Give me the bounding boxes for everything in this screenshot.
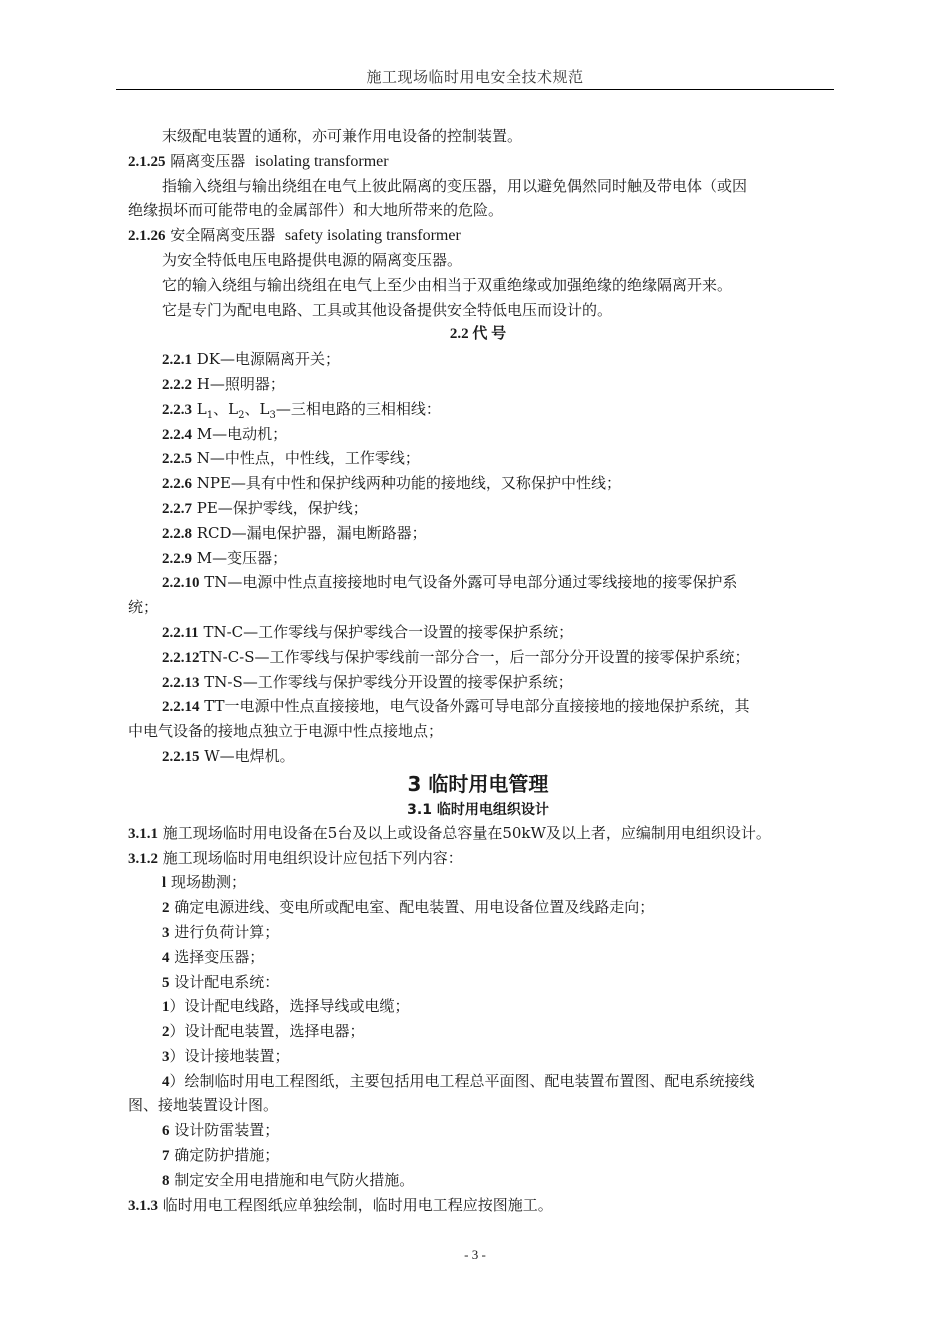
- code-line: 2.2.14 TT一电源中性点直接接地，电气设备外露可导电部分直接接地的接地保护系统，其: [162, 697, 750, 716]
- list-item: 8 制定安全用电措施和电气防火措施。: [162, 1170, 415, 1189]
- list-item: 2 确定电源进线、变电所或配电室、配电装置、用电设备位置及线路走向；: [162, 898, 655, 917]
- code-line: 2.2.3 $L_1$、$L_2$、$L_3—$三相电路的三相相线：: [162, 399, 441, 421]
- running-header: 施工现场临时用电安全技术规范: [366, 68, 584, 86]
- list-item: 3）设计接地装置；: [162, 1046, 290, 1065]
- clause-3-1-3: 3.1.3 临时用电工程图纸应单独绘制，临时用电工程应按图施工。: [128, 1195, 553, 1214]
- section-heading-3-1: 3.1 临时用电组织设计: [407, 801, 549, 818]
- code-line: 2.2.9 M—变压器；: [162, 548, 288, 567]
- code-line: 2.2.15 W—电焊机。: [162, 746, 295, 765]
- definition-2-1-25: [128, 149, 828, 174]
- code-line: 2.2.2 H—照明器；: [162, 374, 285, 393]
- code-line: 2.2.5 N—中性点，中性线，工作零线；: [162, 449, 420, 468]
- paragraph: 为安全特低电压电路提供电源的隔离变压器。: [162, 250, 463, 269]
- code-line-continuation: 统；: [128, 598, 159, 617]
- term-english: safety isolating transformer: [284, 227, 461, 245]
- code-line: 2.2.13 TN-S—工作零线与保护零线分开设置的接零保护系统；: [162, 672, 573, 691]
- clause-3-1-2: 3.1.2 施工现场临时用电组织设计应包括下列内容：: [128, 848, 463, 867]
- chapter-heading-3: 3 临时用电管理: [407, 771, 549, 796]
- term: 安全隔离变压器: [170, 226, 276, 245]
- paragraph: 末级配电装置的通称，亦可兼作用电设备的控制装置。: [162, 127, 523, 145]
- code-line: 2.2.4 M—电动机；: [162, 424, 288, 443]
- code-line-continuation: 中电气设备的接地点独立于电源中性点接地点；: [128, 722, 444, 741]
- list-item: 6 设计防雷装置；: [162, 1121, 280, 1140]
- code-line: 2.2.10 TN—电源中性点直接接地时电气设备外露可导电部分通过零线接地的接零保护系: [162, 573, 738, 592]
- page-number: - 3 -: [464, 1247, 486, 1262]
- header-rule: [116, 89, 834, 90]
- clause-number: 2.1.25: [128, 153, 166, 170]
- clause-number: 2.1.26: [128, 228, 166, 245]
- list-item: 1）设计配电线路，选择导线或电缆；: [162, 997, 410, 1016]
- clause-3-1-1: 3.1.1 施工现场临时用电设备在5台及以上或设备总容量在50kW及以上者，应编制用电组织设计。: [128, 823, 771, 842]
- section-heading-2-2: 2.2 代 号: [449, 326, 507, 343]
- page-body: [128, 124, 828, 1217]
- list-item: l 现场勘测；: [162, 873, 246, 892]
- list-item: 3 进行负荷计算；: [162, 922, 280, 941]
- list-item: 4）绘制临时用电工程图纸，主要包括用电工程总平面图、配电装置布置图、配电系统接线: [162, 1071, 755, 1090]
- code-line: 2.2.11 TN-C—工作零线与保护零线合一设置的接零保护系统；: [162, 622, 574, 641]
- paragraph: 它是专门为配电电路、工具或其他设备提供安全特低电压而设计的。: [162, 300, 613, 319]
- list-item: 5 设计配电系统：: [162, 972, 280, 991]
- list-item: 4 选择变压器；: [162, 947, 265, 966]
- list-item: 2）设计配电装置，选择电器；: [162, 1022, 365, 1041]
- list-item: 7 确定防护措施；: [162, 1146, 280, 1165]
- code-line: 2.2.8 RCD—漏电保护器，漏电断路器；: [162, 523, 427, 542]
- paragraph: 指输入绕组与输出绕组在电气上彼此隔离的变压器，用以避免偶然同时触及带电体（或因: [162, 176, 748, 195]
- code-line: 2.2.6 NPE—具有中性和保护线两种功能的接地线，又称保护中性线；: [162, 474, 621, 493]
- code-line: 2.2.7 PE—保护零线，保护线；: [162, 498, 368, 517]
- term-english: isolating transformer: [254, 152, 389, 170]
- term: 隔离变压器: [170, 151, 246, 170]
- paragraph: 它的输入绕组与输出绕组在电气上至少由相当于双重绝缘或加强绝缘的绝缘隔离开来。: [162, 275, 733, 294]
- code-line: 2.2.12TN-C-S—工作零线与保护零线前一部分合一，后一部分分开设置的接零保护系统；: [162, 647, 750, 666]
- code-line: 2.2.1 DK—电源隔离开关；: [162, 350, 341, 369]
- list-item-continuation: 图、接地装置设计图。: [128, 1096, 279, 1115]
- paragraph: 绝缘损坏而可能带电的金属部件）和大地所带来的危险。: [128, 201, 504, 220]
- definition-2-1-26: [128, 223, 828, 248]
